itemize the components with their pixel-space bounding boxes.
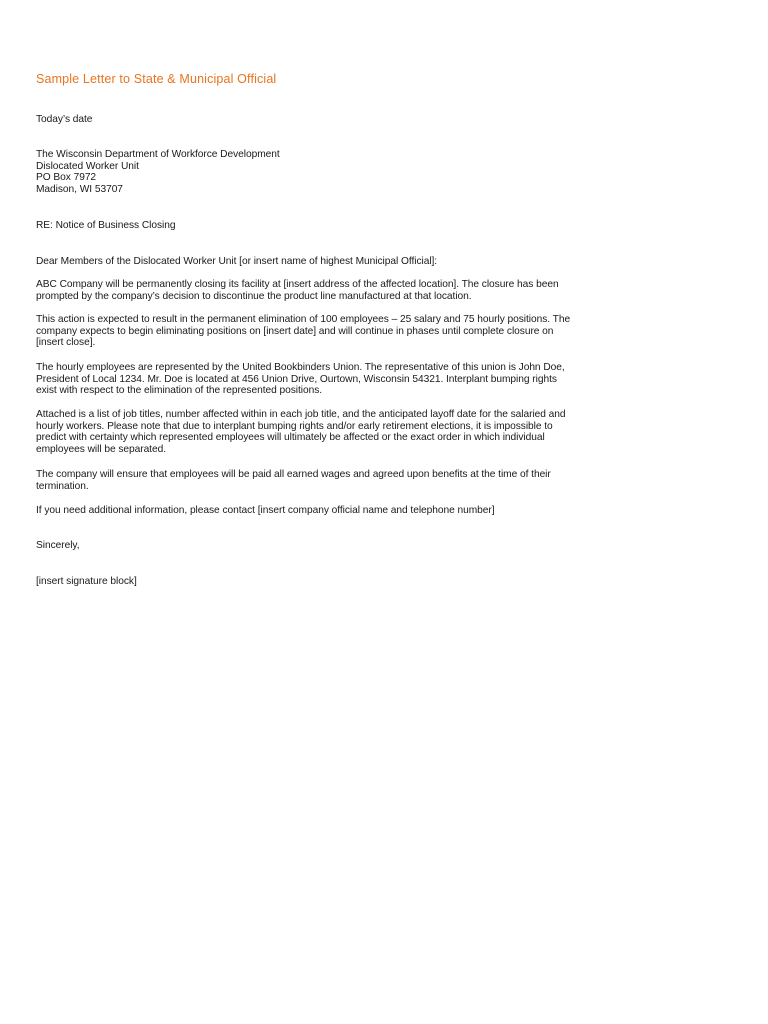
re-line: RE: Notice of Business Closing (36, 220, 176, 231)
paragraph-wages (36, 469, 551, 492)
letter-closing (36, 540, 79, 552)
paragraph-line: [insert close]. (36, 337, 96, 349)
address-line: Madison, WI 53707 (36, 183, 123, 195)
paragraph-line: exist with respect to the elimination of the represented positions. (36, 385, 323, 397)
paragraph-closure (36, 279, 559, 302)
paragraph-attachment (36, 409, 566, 455)
subject-line (36, 220, 176, 232)
address-line: The Wisconsin Department of Workforce Development (36, 149, 280, 160)
letter-title: Sample Letter to State & Municipal Official (36, 72, 277, 86)
signature-block (36, 576, 137, 588)
paragraph-line: employees will be separated. (36, 443, 166, 455)
date-line: Today’s date (36, 114, 93, 125)
paragraph-line: termination. (36, 480, 89, 492)
paragraph-line: Attached is a list of job titles, number affected within in each job title, and the anticipated layoff date for the salaried and (36, 409, 566, 420)
paragraph-line: ABC Company will be permanently closing its facility at [insert address of the affected location]. The closure has been (36, 279, 559, 290)
signature-line: [insert signature block] (36, 576, 137, 587)
closing-line: Sincerely, (36, 540, 80, 551)
paragraph-line: President of Local 1234. Mr. Doe is located at 456 Union Drive, Ourtown, Wisconsin 54321. Interplant bumping rights (36, 373, 557, 385)
paragraph-line: prompted by the company’s decision to discontinue the product line manufactured at that location. (36, 290, 472, 302)
paragraph-elimination (36, 314, 570, 349)
paragraph-line: If you need additional information, please contact [insert company official name and telephone number] (36, 505, 495, 516)
salutation-line: Dear Members of the Dislocated Worker Unit [or insert name of highest Municipal Official]: (36, 256, 438, 267)
paragraph-union (36, 362, 565, 397)
paragraph-line: This action is expected to result in the permanent elimination of 100 employees – 25 salary and 75 hourly positions. The (36, 314, 571, 325)
paragraph-line: The company will ensure that employees will be paid all earned wages and agreed upon benefits at the time of their (36, 469, 551, 480)
paragraph-line: The hourly employees are represented by the United Bookbinders Union. The representative of this union is John Doe, (36, 362, 565, 373)
address-line: PO Box 7972 (36, 172, 97, 184)
salutation (36, 256, 437, 268)
paragraph-line: predict with certainty which represented employees will ultimately be affected or the exact order in which individual (36, 432, 545, 444)
letter-date (36, 114, 92, 126)
paragraph-contact (36, 505, 495, 517)
recipient-address (36, 149, 280, 195)
paragraph-line: company expects to begin eliminating positions on [insert date] and will continue in phases until complete closure on (36, 325, 554, 337)
paragraph-line: hourly workers. Please note that due to interplant bumping rights and/or early retirement elections, it is impossible to (36, 420, 553, 432)
address-line: Dislocated Worker Unit (36, 160, 139, 172)
